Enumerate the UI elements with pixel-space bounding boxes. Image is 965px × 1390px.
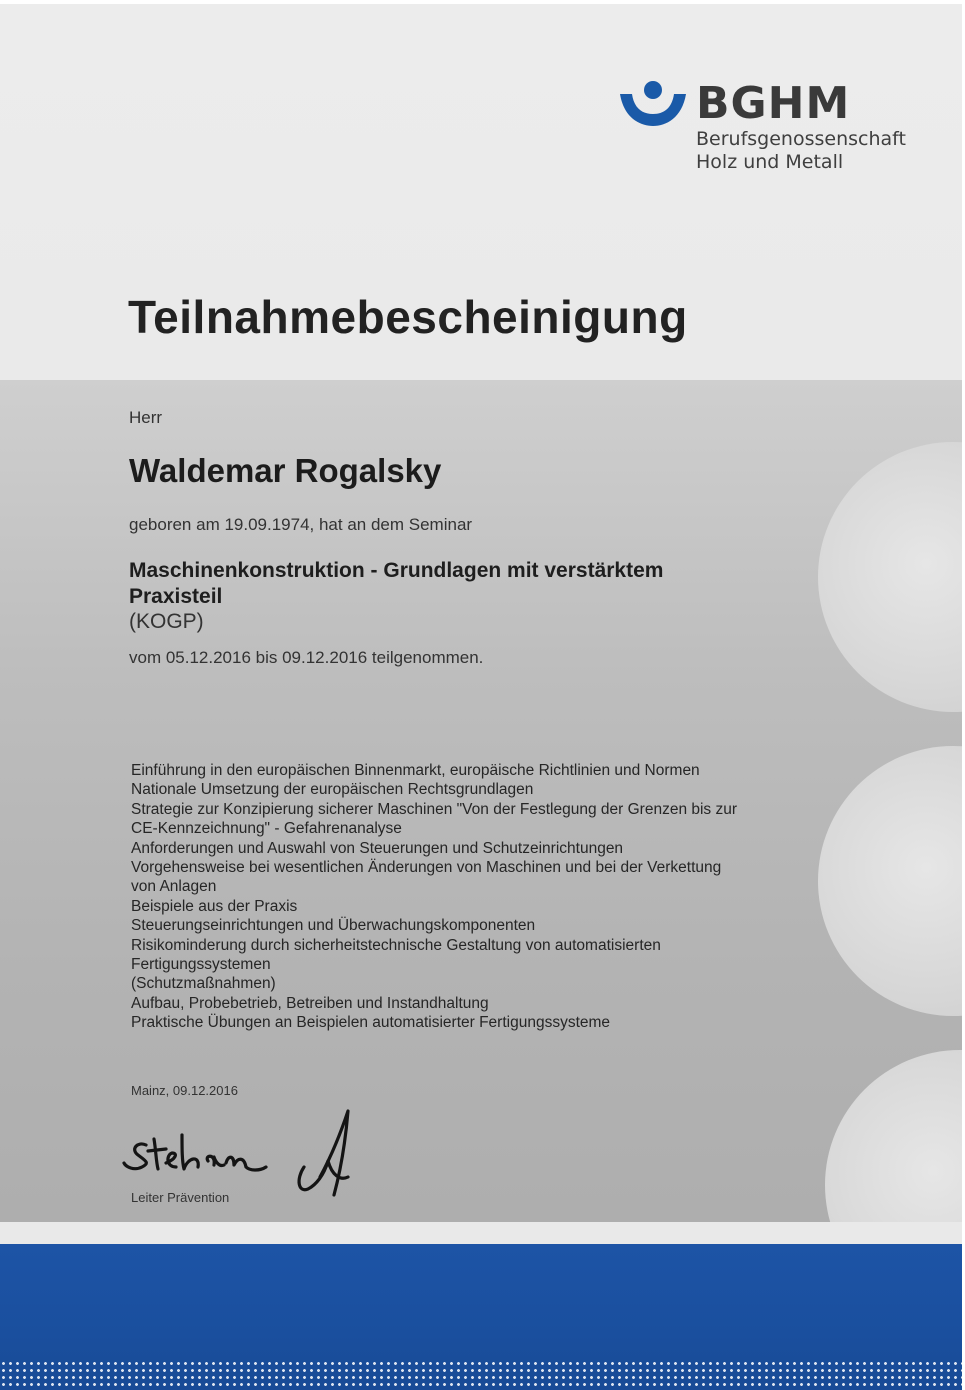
participant-name: Waldemar Rogalsky: [129, 452, 442, 489]
topic-item: Aufbau, Probebetrieb, Betreiben und Instandhaltung: [131, 994, 489, 1012]
seminar-title-line1: Maschinenkonstruktion - Grundlagen mit verstärktem: [129, 559, 664, 582]
decorative-circle: [818, 746, 962, 1016]
bghm-logo: [618, 80, 918, 180]
footer-light-strip: [0, 1222, 962, 1244]
logo-subtitle-line2: Holz und Metall: [696, 151, 844, 173]
attendance-period: vom 05.12.2016 bis 09.12.2016 teilgenommen.: [129, 648, 484, 667]
topic-item: Fertigungssystemen: [131, 956, 271, 974]
topic-item: (Schutzmaßnahmen): [131, 975, 276, 993]
topic-item: Praktische Übungen an Beispielen automatisierter Fertigungssysteme: [131, 1014, 611, 1032]
topic-item: CE-Kennzeichnung" - Gefahrenanalyse: [131, 820, 402, 838]
certificate-title: Teilnahmebescheinigung: [128, 291, 688, 343]
topics-list: [131, 761, 737, 1033]
topic-item: Vorgehensweise bei wesentlichen Änderungen von Maschinen und bei der Verkettung: [131, 859, 722, 877]
logo-name: BGHM: [696, 78, 851, 129]
signer-role: Leiter Prävention: [131, 1190, 230, 1205]
bghm-logo-icon: [618, 80, 688, 130]
seminar-title: [129, 558, 663, 610]
topic-item: Anforderungen und Auswahl von Steuerungen und Schutzeinrichtungen: [131, 839, 624, 857]
footer-dot-pattern: [0, 1360, 962, 1390]
topic-item: Beispiele aus der Praxis: [131, 897, 298, 915]
topic-item: von Anlagen: [131, 878, 217, 896]
seminar-code: (KOGP): [129, 610, 204, 633]
seminar-title-line2: Praxisteil: [129, 585, 223, 608]
decorative-circle: [818, 442, 962, 712]
salutation: Herr: [129, 408, 163, 427]
topic-item: Strategie zur Konzipierung sicherer Maschinen "Von der Festlegung der Grenzen bis zur: [131, 800, 738, 818]
logo-subtitle-line1: Berufsgenossenschaft: [696, 128, 906, 150]
footer-blue-band: [0, 1244, 962, 1390]
topic-item: Steuerungseinrichtungen und Überwachungskomponenten: [131, 917, 536, 935]
decorative-circle: [825, 1050, 962, 1222]
handwritten-signature: [120, 1105, 370, 1200]
topic-item: Einführung in den europäischen Binnenmarkt, europäische Richtlinien und Normen: [131, 762, 700, 779]
topic-item: Risikominderung durch sicherheitstechnische Gestaltung von automatisierten: [131, 936, 661, 954]
topic-item: Nationale Umsetzung der europäischen Rechtsgrundlagen: [131, 781, 534, 799]
place-date: Mainz, 09.12.2016: [131, 1083, 238, 1098]
birth-line: geboren am 19.09.1974, hat an dem Seminar: [129, 515, 473, 534]
